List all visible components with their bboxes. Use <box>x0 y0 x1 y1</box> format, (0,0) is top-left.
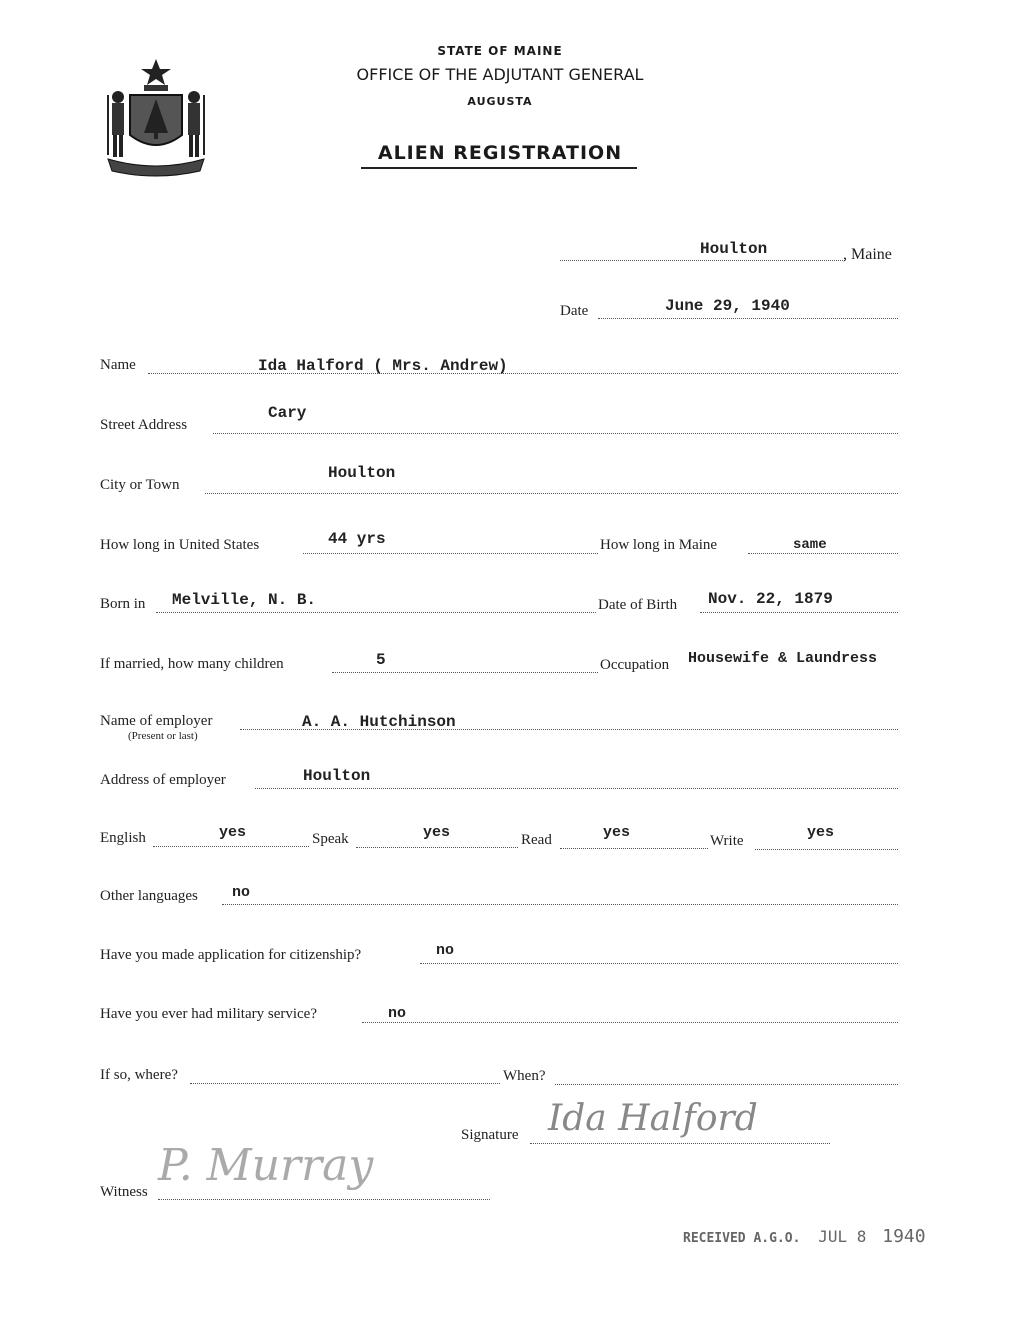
when-line <box>555 1084 898 1085</box>
speak-line <box>356 847 518 848</box>
born-in-label: Born in <box>100 596 146 612</box>
speak-value: yes <box>423 824 451 841</box>
dob-label: Date of Birth <box>598 597 678 613</box>
how-long-maine-line <box>748 553 898 554</box>
city-line <box>205 493 898 494</box>
write-value: yes <box>807 824 835 841</box>
title-underline <box>361 167 637 169</box>
military-value: no <box>388 1005 407 1022</box>
maine-state-seal-icon <box>100 55 212 180</box>
other-languages-line <box>222 904 898 905</box>
children-line <box>332 672 598 673</box>
date-line <box>598 318 898 319</box>
write-line <box>755 849 898 850</box>
place-suffix: , Maine <box>843 246 892 263</box>
street-value: Cary <box>268 404 307 422</box>
received-stamp-date: JUL 8 <box>818 1227 867 1246</box>
employer-label: Name of employer <box>100 713 213 729</box>
occupation-label: Occupation <box>600 657 670 673</box>
witness-line <box>158 1199 490 1200</box>
children-label: If married, how many children <box>100 656 284 672</box>
citizenship-value: no <box>436 942 455 959</box>
other-languages-label: Other languages <box>100 888 198 904</box>
header-city: AUGUSTA <box>467 95 533 108</box>
date-label: Date <box>560 303 589 319</box>
employer-address-line <box>255 788 898 789</box>
street-label: Street Address <box>100 417 188 433</box>
header-state: STATE OF MAINE <box>437 44 563 58</box>
name-value: Ida Halford ( Mrs. Andrew) <box>258 357 508 375</box>
citizenship-line <box>420 963 898 964</box>
employer-address-value: Houlton <box>303 767 371 785</box>
street-line <box>213 433 898 434</box>
occupation-value: Housewife & Laundress <box>688 650 878 667</box>
other-languages-value: no <box>232 884 251 901</box>
military-label: Have you ever had military service? <box>100 1006 317 1022</box>
read-line <box>560 848 708 849</box>
employer-value: A. A. Hutchinson <box>302 713 456 731</box>
date-value: June 29, 1940 <box>665 297 790 315</box>
read-label: Read <box>521 832 552 848</box>
if-so-where-line <box>190 1083 500 1084</box>
received-stamp-text: RECEIVED A.G.O. <box>683 1231 801 1246</box>
born-in-value: Melville, N. B. <box>172 591 317 609</box>
born-in-line <box>156 612 596 613</box>
received-stamp-year: 1940 <box>882 1226 926 1247</box>
how-long-maine-label: How long in Maine <box>600 537 718 553</box>
name-label: Name <box>100 357 136 373</box>
form-title: ALIEN REGISTRATION <box>377 142 623 164</box>
when-label: When? <box>503 1068 546 1084</box>
english-label: English <box>100 830 146 846</box>
witness-value: P. Murray <box>158 1140 374 1191</box>
english-line <box>153 846 309 847</box>
signature-line <box>530 1143 830 1144</box>
place-line <box>560 260 845 261</box>
speak-label: Speak <box>312 831 349 847</box>
dob-value: Nov. 22, 1879 <box>708 590 833 608</box>
city-value: Houlton <box>328 464 396 482</box>
read-value: yes <box>603 824 631 841</box>
how-long-us-label: How long in United States <box>100 537 260 553</box>
signature-label: Signature <box>461 1127 519 1143</box>
citizenship-label: Have you made application for citizenship? <box>100 947 362 963</box>
header-office: OFFICE OF THE ADJUTANT GENERAL <box>356 65 644 84</box>
write-label: Write <box>710 833 744 849</box>
place-value: Houlton <box>700 240 768 258</box>
employer-sublabel: (Present or last) <box>128 730 198 742</box>
received-stamp <box>683 1226 926 1247</box>
how-long-maine-value: same <box>793 537 827 553</box>
if-so-where-label: If so, where? <box>100 1067 178 1083</box>
witness-label: Witness <box>100 1184 148 1200</box>
children-value: 5 <box>376 651 386 669</box>
military-line <box>362 1022 898 1023</box>
how-long-us-line <box>303 553 598 554</box>
dob-line <box>700 612 898 613</box>
city-label: City or Town <box>100 477 180 493</box>
signature-value: Ida Halford <box>548 1098 758 1139</box>
english-value: yes <box>219 824 247 841</box>
how-long-us-value: 44 yrs <box>328 530 386 548</box>
employer-address-label: Address of employer <box>100 772 226 788</box>
